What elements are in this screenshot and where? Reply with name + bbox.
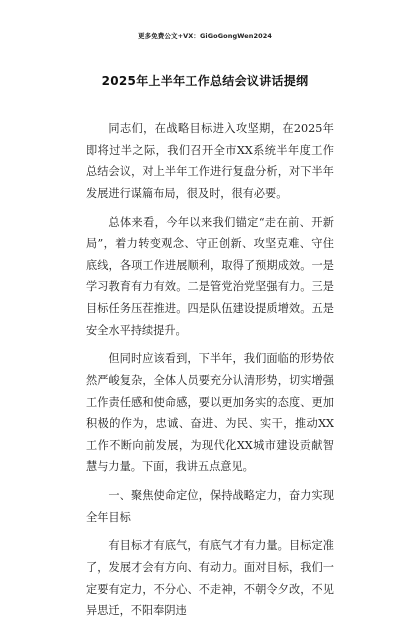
header-note: 更多免费公文+VX：GiGoGongWen2024 xyxy=(138,32,272,40)
section-heading-one: 一、聚焦使命定位，保持战略定力，奋力实现全年目标 xyxy=(86,489,334,524)
paragraph-overview: 总体来看，今年以来我们锚定“走在前、开新局”，着力转变观念、守正创新、攻坚克难、守住底线，各项工作进展顺利，取得了预期成效。一是学习教育有力有效。二是管党治党坚强有力。三是目标任务压茬推进。四是队伍建设提质增效。五是安全水平持续提升。 xyxy=(86,215,334,337)
paragraph-outlook: 但同时应该看到，下半年，我们面临的形势依然严峻复杂，全体人员要充分认清形势，切实增强工作责任感和使命感，要以更加务实的态度、更加积极的作为，忠诚、奋进、为民、实干，推动XX工作不断向前发展，为现代化XX城市建设贡献智慧与力量。下面，我讲五点意见。 xyxy=(86,352,334,474)
paragraph-section-one: 有目标才有底气，有底气才有力量。目标定准了，发展才会有方向、有动力。面对目标，我们一定要有定力，不分心、不走神，不朝令夕改，不见异思迁，不阳奉阴违 xyxy=(86,539,334,618)
document-body xyxy=(86,118,334,629)
paragraph-opening: 同志们，在战略目标进入攻坚期，在2025年即将过半之际，我们召开全市XX系统半年度工作总结会议，对上半年工作进行复盘分析，对下半年发展进行谋篇布局，很及时，很有必要。 xyxy=(86,122,334,200)
document-title: 2025年上半年工作总结会议讲话提纲 xyxy=(101,74,309,88)
